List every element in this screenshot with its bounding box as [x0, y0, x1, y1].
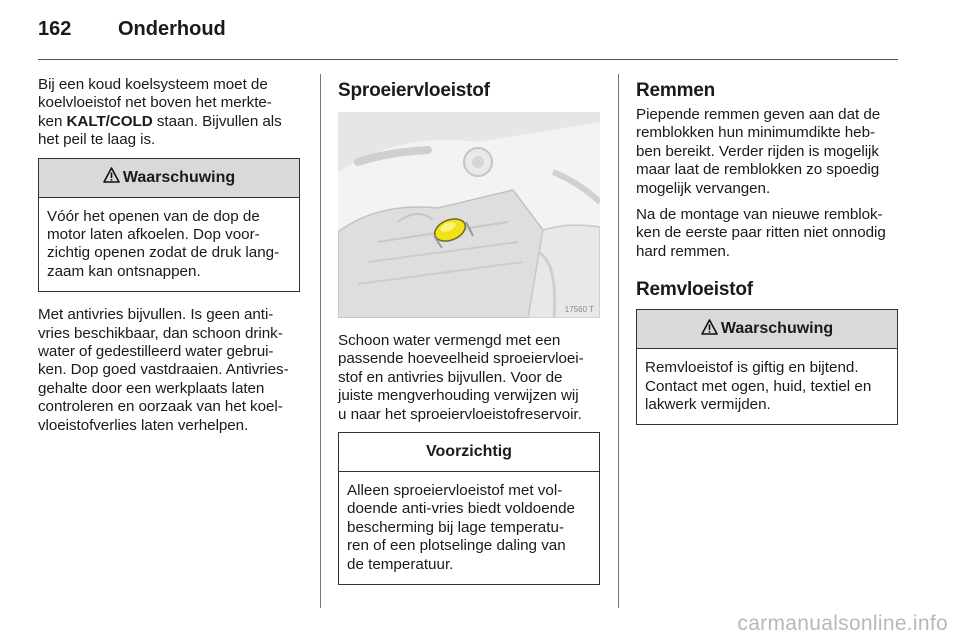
text-line: remblokken hun minimumdikte heb- — [636, 124, 875, 142]
caution-title: Voorzichtig — [426, 443, 512, 461]
text-line: het peil te laag is. — [38, 131, 156, 149]
watermark: carmanualsonline.info — [737, 612, 948, 635]
text-line: doende anti-vries biedt voldoende — [347, 500, 575, 518]
section-heading-washer-fluid: Sproeiervloeistof — [338, 80, 490, 101]
caution-box — [338, 432, 600, 585]
text-line: ben bereikt. Verder rijden is mogelijk — [636, 142, 879, 160]
warning-title: Waarschuwing — [720, 320, 834, 338]
header-rule — [38, 59, 898, 60]
text-line: mogelijk vervangen. — [636, 179, 771, 197]
text-line: Piepende remmen geven aan dat de — [636, 106, 881, 123]
text-line: ren of een plotselinge daling van — [347, 537, 566, 555]
washer-reservoir-illustration — [338, 112, 600, 318]
chapter-title: Onderhoud — [118, 18, 226, 40]
text-line: passende hoeveelheid sproeiervloei- — [338, 350, 584, 368]
text-line: gehalte door een werkplaats laten — [38, 379, 265, 397]
warning-box-header — [637, 310, 897, 349]
text-line: ken de eerste paar ritten niet onnodig — [636, 224, 886, 242]
text-line: bescherming bij lage temperatu- — [347, 518, 564, 536]
text-line: zichtig openen zodat de druk lang- — [47, 244, 280, 262]
brakes-paragraph-1 — [636, 106, 898, 198]
brakes-paragraph-2 — [636, 206, 898, 261]
text-line: lakwerk vermijden. — [645, 396, 771, 414]
column-3 — [636, 76, 898, 439]
engine-bay-drawing — [338, 112, 600, 318]
text-line: Alleen sproeiervloeistof met vol- — [347, 482, 563, 500]
figure-code: 17560 T — [564, 305, 594, 314]
text-line: controleren en oorzaak van het koel- — [38, 398, 283, 416]
caution-box-body — [339, 472, 599, 584]
text-fragment: ken — [38, 112, 67, 130]
text-line: hard remmen. — [636, 242, 730, 260]
text-line: zaam kan ontsnappen. — [47, 262, 201, 280]
warning-triangle-icon — [701, 319, 718, 340]
column-1 — [38, 76, 300, 443]
text-line: motor laten afkoelen. Dop voor- — [47, 226, 260, 244]
text-line: koelvloeistof net boven het merkte- — [38, 94, 272, 112]
text-line: Contact met ogen, huid, textiel en — [645, 377, 872, 395]
washer-fluid-paragraph — [338, 332, 600, 424]
text-line — [38, 113, 300, 131]
text-line: Met antivries bijvullen. Is geen anti- — [38, 306, 274, 324]
text-line: Schoon water vermengd met een — [338, 332, 561, 349]
section-heading-brakes: Remmen — [636, 80, 716, 101]
column-divider-1 — [320, 74, 321, 608]
warning-title: Waarschuwing — [122, 168, 236, 186]
text-line: Remvloeistof is giftig en bijtend. — [645, 359, 859, 377]
text-fragment: staan. Bijvullen als — [152, 112, 282, 130]
warning-box-body — [39, 198, 299, 292]
text-line: de temperatuur. — [347, 555, 454, 573]
column-divider-2 — [618, 74, 619, 608]
brake-fluid-warning-box — [636, 309, 898, 425]
column-2 — [338, 76, 600, 599]
text-line: vries beschikbaar, dan schoon drink- — [38, 324, 283, 342]
text-line: ken. Dop goed vastdraaien. Antivries- — [38, 361, 289, 379]
caution-box-header — [339, 433, 599, 472]
text-line: Na de montage van nieuwe remblok- — [636, 206, 883, 224]
warning-box-header — [39, 159, 299, 198]
text-line: juiste mengverhouding verwijzen wij — [338, 387, 579, 405]
text-line: u naar het sproeiervloeistofreservoir. — [338, 405, 582, 423]
text-line: stof en antivries bijvullen. Voor de — [338, 368, 563, 386]
antifreeze-paragraph — [38, 306, 300, 435]
text-line: Vóór het openen van de dop de — [47, 207, 260, 225]
text-line: maar laat de remblokken zo spoedig — [636, 161, 880, 179]
text-line: Bij een koud koelsysteem moet de — [38, 76, 268, 93]
section-heading-brake-fluid: Remvloeistof — [636, 279, 753, 301]
page-number: 162 — [38, 18, 72, 40]
warning-box — [38, 158, 300, 293]
bold-term: KALT/COLD — [66, 112, 153, 130]
intro-paragraph — [38, 76, 300, 150]
page-header — [38, 18, 226, 48]
warning-triangle-icon — [103, 167, 120, 188]
text-line: vloeistofverlies laten verhelpen. — [38, 416, 249, 434]
text-line: water of gedestilleerd water gebrui- — [38, 343, 274, 361]
warning-box-body — [637, 349, 897, 424]
